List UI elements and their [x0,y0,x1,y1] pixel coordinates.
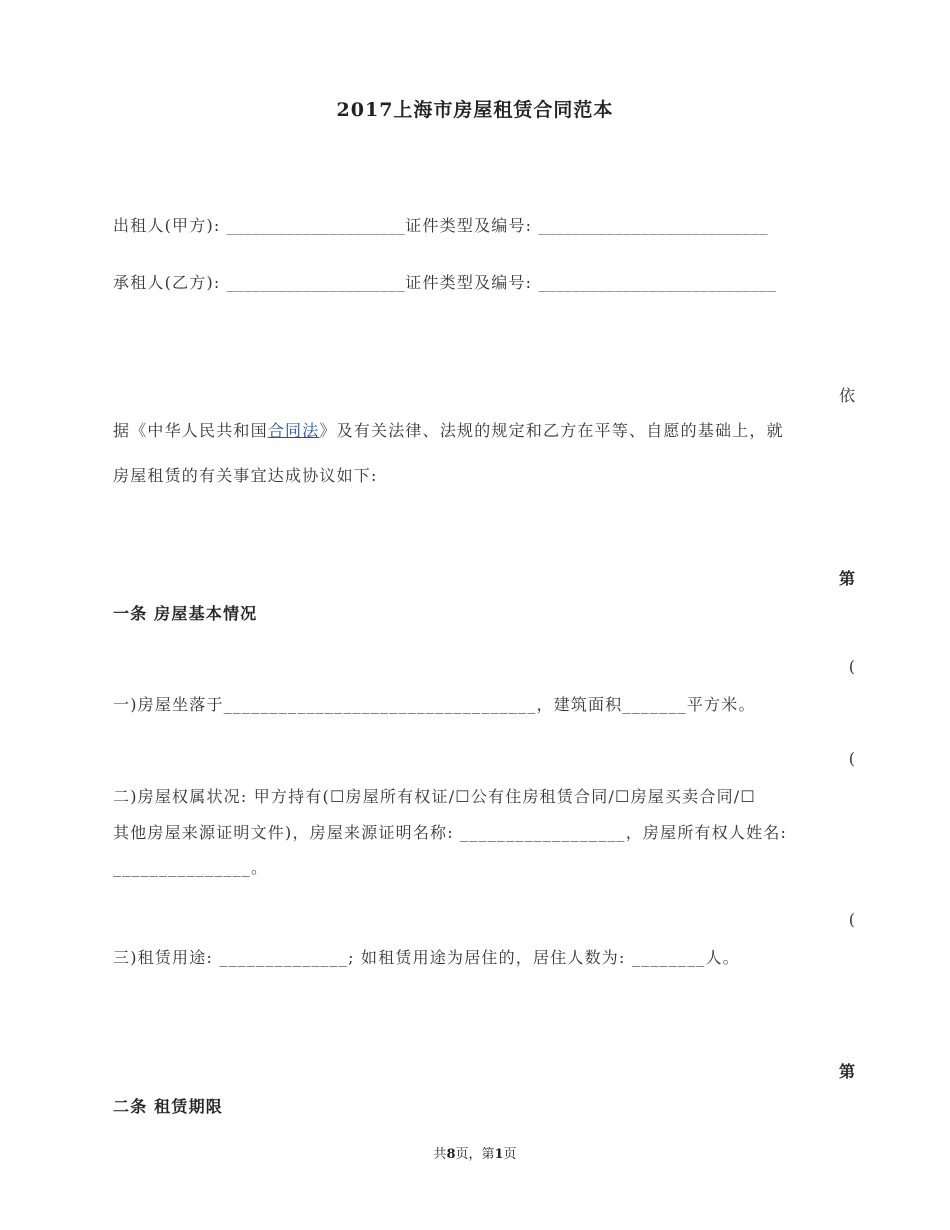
intro-line-2: 房屋租赁的有关事宜达成协议如下: [113,466,378,485]
lessor-id-label: 证件类型及编号: [405,216,533,235]
intro-line-1 [113,418,784,441]
intro-line1-post: 》及有关法律、法规的规定和乙方在平等、自愿的基础上，就 [319,421,784,440]
contract-law-link[interactable]: 合同法 [267,421,320,440]
item2-line2: 其他房屋来源证明文件)，房屋来源证明名称: __________________，房屋所有权人姓名: [113,823,788,842]
document-title: 2017上海市房屋租赁合同范本 [336,99,614,121]
intro-first-char: 依 [838,386,855,405]
lessor-label: 出租人(甲方): [113,216,221,235]
footer-total: 8 [446,1147,456,1162]
item2-paren: ( [848,749,855,768]
lessee-label: 承租人(乙方): [113,273,221,292]
article1-prefix: 第 [838,569,855,588]
item1-text: 一)房屋坐落于__________________________________，建筑面积_______平方米。 [113,695,756,714]
footer-mid: 页，第 [455,1147,495,1162]
lessor-blank: _____________________ [226,216,406,235]
item3-paren: ( [848,910,855,929]
item1-paren: ( [848,657,855,676]
footer-post: 页 [503,1147,517,1162]
lessee-line [113,270,777,293]
lessee-id-blank: ____________________________ [538,273,777,292]
lessee-blank: _____________________ [226,273,406,292]
item2-line1: 二)房屋权属状况: 甲方持有(☐房屋所有权证/☐公有住房租赁合同/☐房屋买卖合同/☐ [113,787,756,806]
article1-heading: 一条 房屋基本情况 [113,604,258,623]
item2-line3: _______________。 [113,858,269,877]
footer-current: 1 [494,1147,504,1162]
page-footer [0,1143,950,1162]
article2-prefix: 第 [838,1062,855,1081]
footer-pre: 共 [433,1147,447,1162]
lessor-line [113,213,768,236]
item3-text: 三)租赁用途: ______________; 如租赁用途为居住的，居住人数为: ________人。 [113,948,740,967]
intro-line1-pre: 据《中华人民共和国 [113,421,268,440]
article2-heading: 二条 租赁期限 [113,1097,223,1116]
lessor-id-blank: ___________________________ [538,216,769,235]
lessee-id-label: 证件类型及编号: [405,273,533,292]
